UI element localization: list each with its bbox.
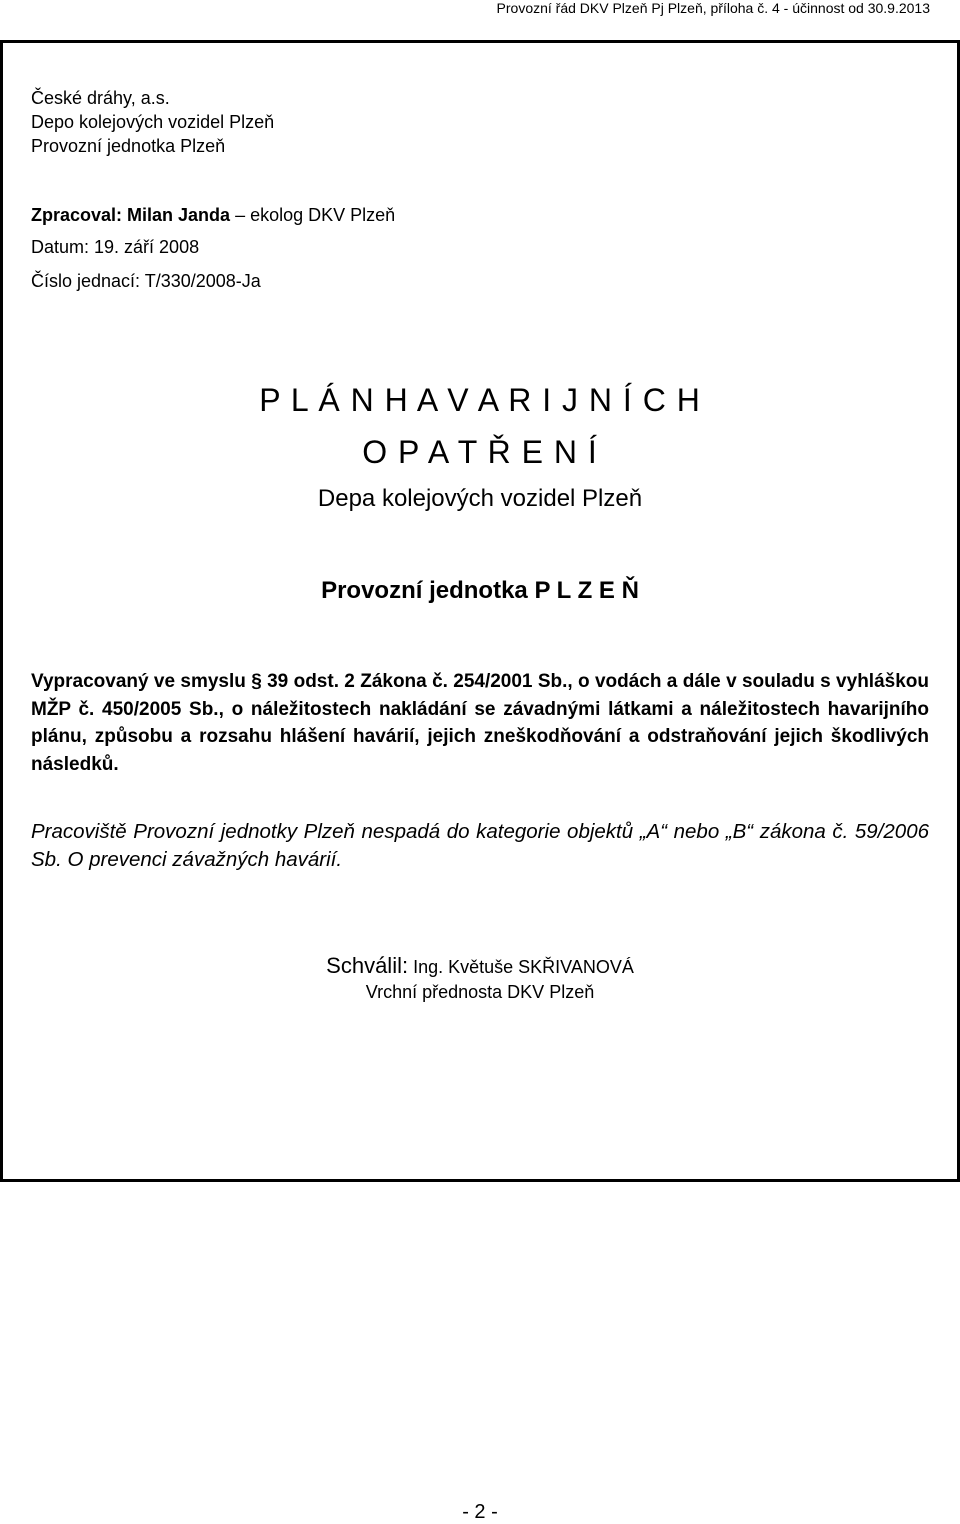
org-depot: Depo kolejových vozidel Plzeň [31,112,275,132]
org-block [31,86,274,158]
approval-label: Schválil: [326,953,409,978]
org-name: České dráhy, a.s. [31,88,170,108]
category-note-paragraph: Pracoviště Provozní jednotky Plzeň nespadá do kategorie objektů „A“ nebo „B“ zákona č. 59/2006 Sb. O prevenci závažných havárií. [31,820,929,871]
prepared-label: Zpracoval: Milan Janda [31,205,231,225]
page-header: Provozní řád DKV Plzeň Pj Plzeň, příloha č. 4 - účinnost od 30.9.2013 [496,0,930,16]
prepared-role: – ekolog DKV Plzeň [230,205,396,225]
approver-role: Vrchní přednosta DKV Plzeň [365,982,595,1002]
org-unit: Provozní jednotka Plzeň [31,136,226,156]
title-line-1: P L Á N H A V A R I J N Í C H [259,382,701,418]
title-line-3: Depa kolejových vozidel Plzeň [317,485,643,512]
page-number: - 2 - [462,1501,498,1523]
reference-number: Číslo jednací: T/330/2008-Ja [31,271,261,291]
title-line-4: Provozní jednotka P L Z E Ň [321,577,639,604]
approval-line [0,952,960,981]
meta-block [31,203,395,293]
date: Datum: 19. září 2008 [31,237,200,257]
approver-name: Ing. Květuše SKŘIVANOVÁ [408,957,634,977]
prepared-by [31,203,395,227]
legal-basis-paragraph: Vypracovaný ve smyslu § 39 odst. 2 Zákona č. 254/2001 Sb., o vodách a dále v souladu s vyhláškou MŽP č. 450/2005 Sb., o náležitostech nakládání se závadnými látkami a náležitostech havarijního plánu, způsobu a rozsahu hlášení havárií, jejich zneškodňování a odstraňování jejich škodlivých následků. [31,671,929,775]
title-line-2: O P A T Ř E N Í [362,434,598,470]
